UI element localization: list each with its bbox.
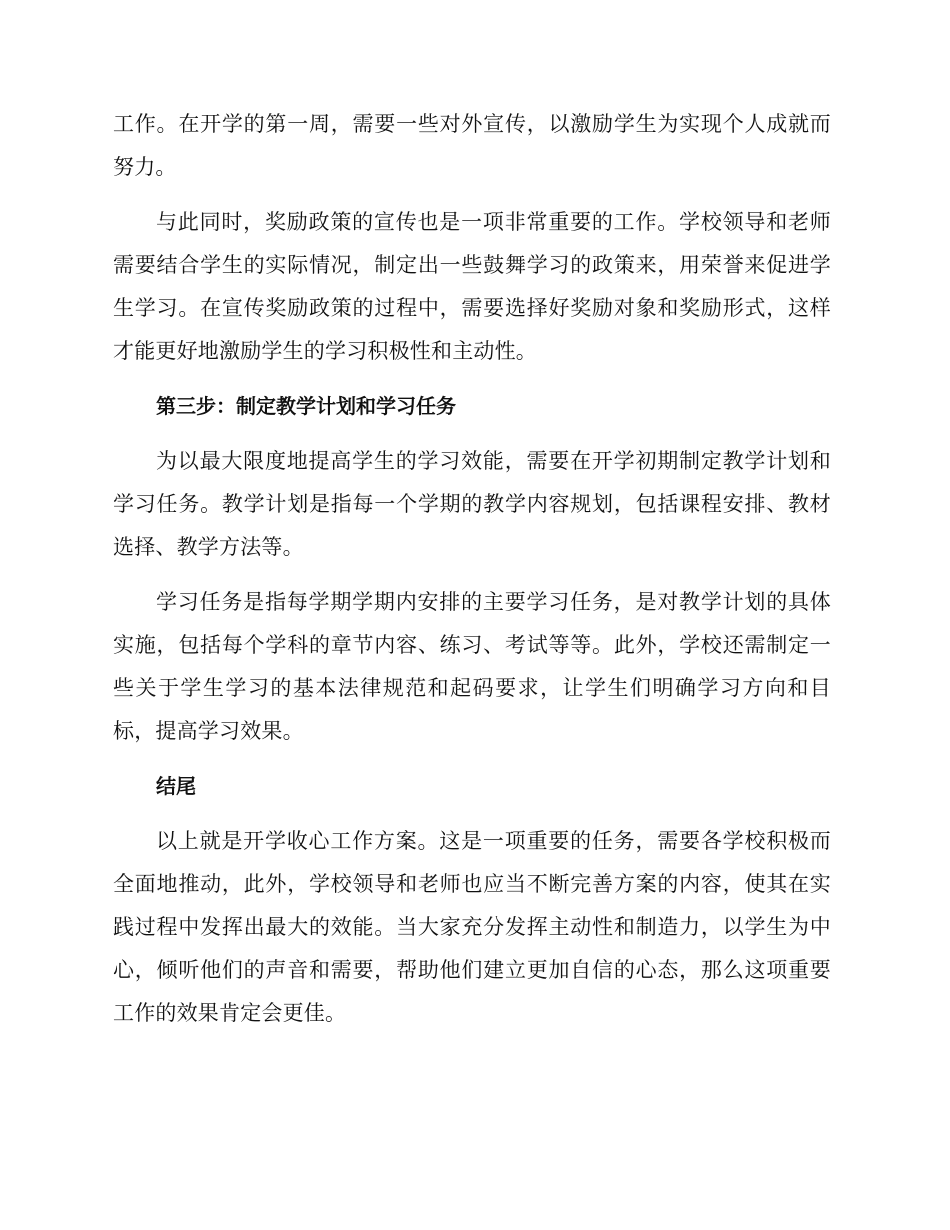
paragraph-reward-policy: 与此同时，奖励政策的宣传也是一项非常重要的工作。学校领导和老师需要结合学生的实际情况，制定出一些鼓舞学习的政策来，用荣誉来促进学生学习。在宣传奖励政策的过程中，需要选择好奖励对象和奖励形式，这样才能更好地激励学生的学习积极性和主动性。 [113, 210, 831, 363]
document-body [113, 103, 831, 1047]
paragraph-teaching-plan: 为以最大限度地提高学生的学习效能，需要在开学初期制定教学计划和学习任务。教学计划是指每一个学期的教学内容规划，包括课程安排、教材选择、教学方法等。 [113, 449, 831, 559]
paragraph-conclusion: 以上就是开学收心工作方案。这是一项重要的任务，需要各学校积极而全面地推动，此外，学校领导和老师也应当不断完善方案的内容，使其在实践过程中发挥出最大的效能。当大家充分发挥主动性和制造力，以学生为中心，倾听他们的声音和需要，帮助他们建立更加自信的心态，那么这项重要工作的效果肯定会更佳。 [113, 829, 831, 1025]
section-heading-conclusion: 结尾 [156, 774, 196, 798]
paragraph-learning-tasks: 学习任务是指每学期学期内安排的主要学习任务，是对教学计划的具体实施，包括每个学科的章节内容、练习、考试等等。此外，学校还需制定一些关于学生学习的基本法律规范和起码要求，让学生们明确学习方向和目标，提高学习效果。 [113, 590, 831, 743]
section-heading-step-three: 第三步：制定教学计划和学习任务 [156, 394, 456, 418]
paragraph-continuation: 工作。在开学的第一周，需要一些对外宣传，以激励学生为实现个人成就而努力。 [113, 112, 831, 179]
